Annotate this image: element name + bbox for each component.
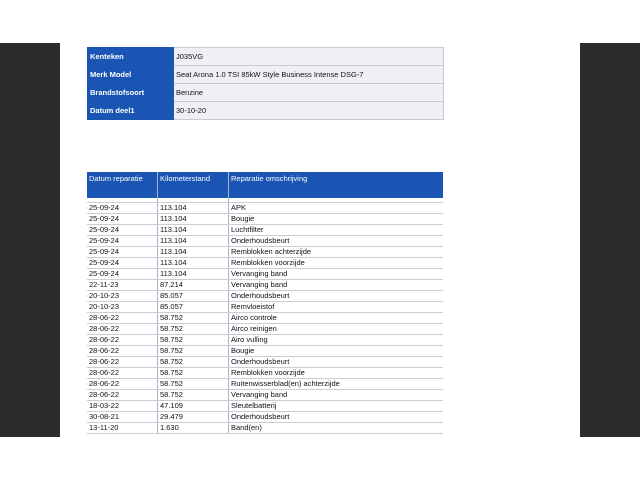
repair-description-cell: Remblokken voorzijde [229,258,444,269]
table-row [87,357,443,368]
repair-date-cell: 28-06-22 [87,335,158,346]
repair-date-cell: 20-10-23 [87,291,158,302]
vehicle-info-row-datum-deel1 [88,102,444,120]
repair-mileage-cell: 58.752 [158,379,229,390]
repair-description-cell: Sleutelbatterij [229,401,444,412]
repair-description-cell: Bougie [229,214,444,225]
repair-table-header [87,172,443,198]
repair-description-cell: Vervanging band [229,269,444,280]
repair-mileage-cell: 85.057 [158,302,229,313]
repair-date-cell: 25-09-24 [87,258,158,269]
column-header-date: Datum reparatie [87,172,158,198]
vehicle-info-label: Kenteken [88,48,174,66]
repair-mileage-cell: 87.214 [158,280,229,291]
repair-mileage-cell: 85.057 [158,291,229,302]
repair-mileage-cell: 58.752 [158,313,229,324]
repair-date-cell: 28-06-22 [87,390,158,401]
repair-mileage-cell: 113.104 [158,247,229,258]
vehicle-info-label: Merk Model [88,66,174,84]
table-row [87,368,443,379]
table-row [87,236,443,247]
repair-description-cell: Onderhoudsbeurt [229,412,444,423]
repair-date-cell: 20-10-23 [87,302,158,313]
repair-mileage-cell: 58.752 [158,335,229,346]
left-dark-margin [0,43,60,437]
table-row [87,346,443,357]
table-row [87,324,443,335]
repair-mileage-cell: 113.104 [158,203,229,214]
repair-description-cell: Remblokken voorzijde [229,368,444,379]
repair-mileage-cell: 113.104 [158,236,229,247]
repair-description-cell: Band(en) [229,423,444,434]
table-row [87,379,443,390]
table-row [87,390,443,401]
repair-description-cell: Bougie [229,346,444,357]
repair-description-cell: Airco controle [229,313,444,324]
table-row [87,302,443,313]
vehicle-info-row-brandstofsoort [88,84,444,102]
repair-mileage-cell: 113.104 [158,269,229,280]
repair-date-cell: 25-09-24 [87,269,158,280]
table-row [87,203,443,214]
repair-date-cell: 28-06-22 [87,346,158,357]
repair-date-cell: 28-06-22 [87,313,158,324]
table-row [87,269,443,280]
vehicle-info-row-merk-model [88,66,444,84]
table-row [87,225,443,236]
column-header-mileage: Kilometerstand [158,172,229,198]
repair-date-cell: 28-06-22 [87,368,158,379]
repair-mileage-cell: 58.752 [158,357,229,368]
repair-date-cell: 28-06-22 [87,357,158,368]
repair-description-cell: Vervanging band [229,390,444,401]
repair-description-cell: Airo vulling [229,335,444,346]
table-row [87,214,443,225]
repair-description-cell: Airco reinigen [229,324,444,335]
repair-description-cell: Onderhoudsbeurt [229,236,444,247]
repair-mileage-cell: 1.630 [158,423,229,434]
table-row [87,313,443,324]
table-row [87,335,443,346]
repair-description-cell: Onderhoudsbeurt [229,291,444,302]
repair-mileage-cell: 58.752 [158,390,229,401]
vehicle-info-value: 30-10-20 [174,102,444,120]
vehicle-info-label: Brandstofsoort [88,84,174,102]
vehicle-info-value: Seat Arona 1.0 TSI 85kW Style Business Intense DSG-7 [174,66,444,84]
repair-date-cell: 22-11-23 [87,280,158,291]
repair-mileage-cell: 29.479 [158,412,229,423]
repair-description-cell: Remvloeistof [229,302,444,313]
table-row [87,423,443,434]
repair-mileage-cell: 47.109 [158,401,229,412]
repair-description-cell: APK [229,203,444,214]
vehicle-info-value: J035VG [174,48,444,66]
repair-mileage-cell: 58.752 [158,346,229,357]
vehicle-info-row-kenteken [88,48,444,66]
repair-date-cell: 25-09-24 [87,247,158,258]
repair-date-cell: 25-09-24 [87,203,158,214]
repair-description-cell: Ruitenwisserblad(en) achterzijde [229,379,444,390]
repair-date-cell: 25-09-24 [87,236,158,247]
repair-description-cell: Vervanging band [229,280,444,291]
table-row [87,401,443,412]
repair-date-cell: 25-09-24 [87,225,158,236]
repair-description-cell: Onderhoudsbeurt [229,357,444,368]
table-row [87,412,443,423]
vehicle-info-value: Benzine [174,84,444,102]
repair-mileage-cell: 113.104 [158,214,229,225]
table-row [87,247,443,258]
repair-date-cell: 18-03-22 [87,401,158,412]
repair-date-cell: 28-06-22 [87,324,158,335]
repair-mileage-cell: 113.104 [158,225,229,236]
vehicle-info-table [87,47,444,120]
repair-date-cell: 25-09-24 [87,214,158,225]
repair-history-table [87,172,443,434]
column-header-description: Reparatie omschrijving [229,172,444,198]
repair-date-cell: 13-11-20 [87,423,158,434]
table-row [87,291,443,302]
repair-description-cell: Remblokken achterzijde [229,247,444,258]
repair-mileage-cell: 58.752 [158,368,229,379]
repair-date-cell: 28-06-22 [87,379,158,390]
table-row [87,280,443,291]
repair-mileage-cell: 113.104 [158,258,229,269]
repair-mileage-cell: 58.752 [158,324,229,335]
vehicle-info-label: Datum deel1 [88,102,174,120]
table-row [87,258,443,269]
repair-description-cell: Luchtfilter [229,225,444,236]
right-dark-margin [580,43,640,437]
repair-date-cell: 30-08-21 [87,412,158,423]
